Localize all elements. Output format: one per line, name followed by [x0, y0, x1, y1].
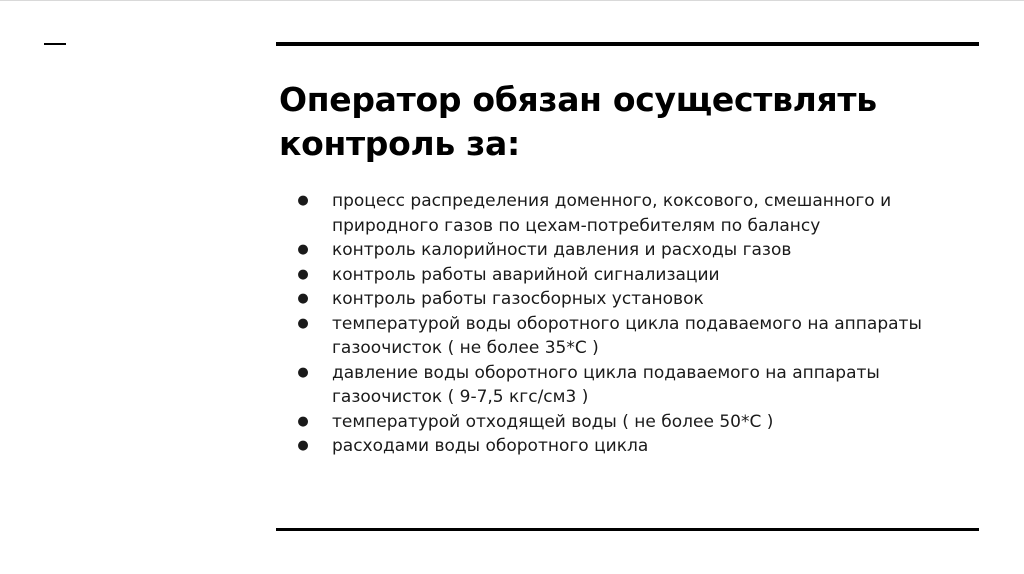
list-item	[296, 410, 936, 435]
list-item-text: процесс распределения доменного, коксового, смешанного и природного газов по цехам-потребителям по балансу	[332, 191, 892, 236]
top-rule-divider	[276, 42, 979, 46]
bottom-rule-divider	[276, 528, 979, 531]
list-item-text: контроль работы газосборных установок	[332, 289, 704, 309]
bullet-icon: ●	[297, 315, 309, 331]
bullet-icon: ●	[297, 291, 309, 306]
list-item	[296, 312, 936, 361]
list-item-text: контроль работы аварийной сигнализации	[332, 264, 720, 285]
list-item-text: температурой отходящей воды ( не более 50*С )	[332, 411, 774, 432]
bullet-icon: ●	[297, 413, 309, 429]
list-item	[296, 189, 936, 238]
bullet-icon: ●	[297, 266, 309, 282]
bullet-icon: ●	[297, 193, 309, 208]
bullet-icon: ●	[297, 364, 309, 380]
list-item	[296, 263, 936, 288]
corner-dash-decoration	[44, 43, 66, 45]
bullet-icon: ●	[297, 438, 309, 453]
bullet-icon: ●	[297, 242, 309, 257]
list-item	[296, 238, 936, 263]
slide-title: Оператор обязан осуществлять контроль за:	[279, 80, 877, 163]
list-item-text: температурой воды оборотного цикла подаваемого на аппараты газоочисток ( не более 35*С )	[332, 313, 922, 358]
list-item-text: расходами воды оборотного цикла	[332, 436, 649, 456]
list-item-text: контроль калорийности давления и расходы газов	[332, 240, 792, 260]
list-item	[296, 434, 936, 459]
list-item	[296, 361, 936, 410]
bullet-list	[296, 189, 936, 459]
list-item	[296, 287, 936, 312]
list-item-text: давление воды оборотного цикла подаваемого на аппараты газоочисток ( 9-7,5 кгс/см3 )	[332, 362, 880, 407]
slide-top-border	[0, 0, 1024, 1]
